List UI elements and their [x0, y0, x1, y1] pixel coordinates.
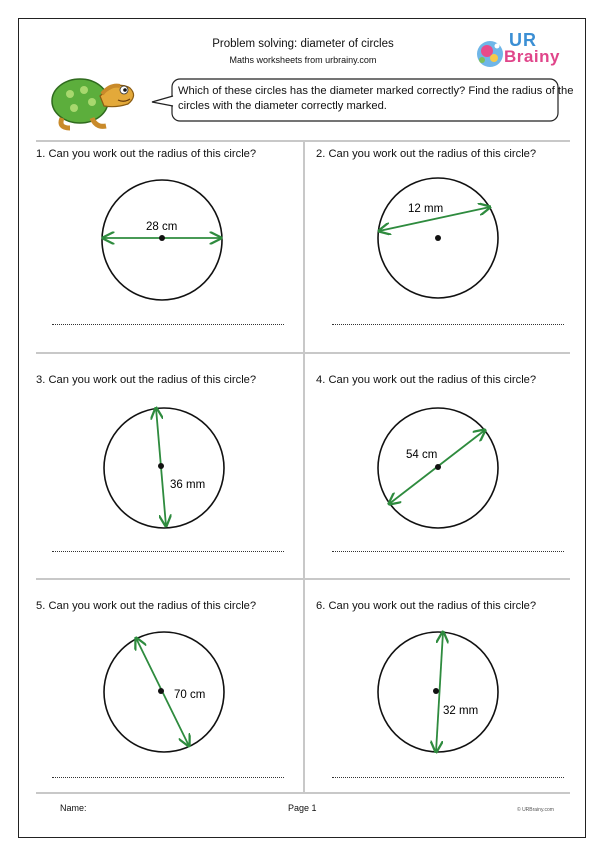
name-label: Name:	[60, 803, 87, 813]
question-1-text: 1. Can you work out the radius of this circle?	[36, 148, 257, 160]
page-title: Problem solving: diameter of circles	[212, 38, 394, 50]
logo-ur-text: UR	[509, 30, 537, 50]
instructions-text: Which of these circles has the diameter marked correctly? Find the radius of the circles with the diameter correctly marked.	[178, 85, 574, 112]
diameter-label-3: 36 mm	[170, 479, 206, 491]
diameter-label-5: 70 cm	[174, 689, 206, 701]
circle-diagram-2	[376, 176, 500, 300]
question-3-text: 3. Can you work out the radius of this circle?	[36, 374, 257, 386]
diameter-label-2: 12 mm	[408, 203, 444, 215]
diameter-label-6: 32 mm	[443, 705, 479, 717]
page-number: Page 1	[288, 803, 317, 813]
answer-line-2[interactable]	[332, 324, 564, 325]
circle-diagram-6	[376, 630, 500, 754]
divider-bottom	[36, 792, 570, 794]
question-4-text: 4. Can you work out the radius of this circle?	[316, 374, 537, 386]
question-5-text: 5. Can you work out the radius of this circle?	[36, 600, 257, 612]
answer-line-3[interactable]	[52, 551, 284, 552]
question-6-text: 6. Can you work out the radius of this circle?	[316, 600, 537, 612]
answer-line-1[interactable]	[52, 324, 284, 325]
answer-line-5[interactable]	[52, 777, 284, 778]
question-2-text: 2. Can you work out the radius of this circle?	[316, 148, 537, 160]
circle-diagram-5	[102, 630, 226, 754]
diameter-label-4: 54 cm	[406, 449, 438, 461]
circle-diagram-4	[376, 406, 500, 530]
diameter-label-1: 28 cm	[146, 221, 178, 233]
page-subtitle: Maths worksheets from urbrainy.com	[229, 55, 377, 65]
copyright-text: © URBrainy.com	[517, 807, 554, 813]
divider-vertical	[303, 140, 305, 792]
logo-brainy-text: Brainy	[504, 47, 560, 66]
circle-diagram-3	[102, 406, 226, 530]
circle-diagram-1	[100, 178, 224, 302]
answer-line-4[interactable]	[332, 551, 564, 552]
answer-line-6[interactable]	[332, 777, 564, 778]
